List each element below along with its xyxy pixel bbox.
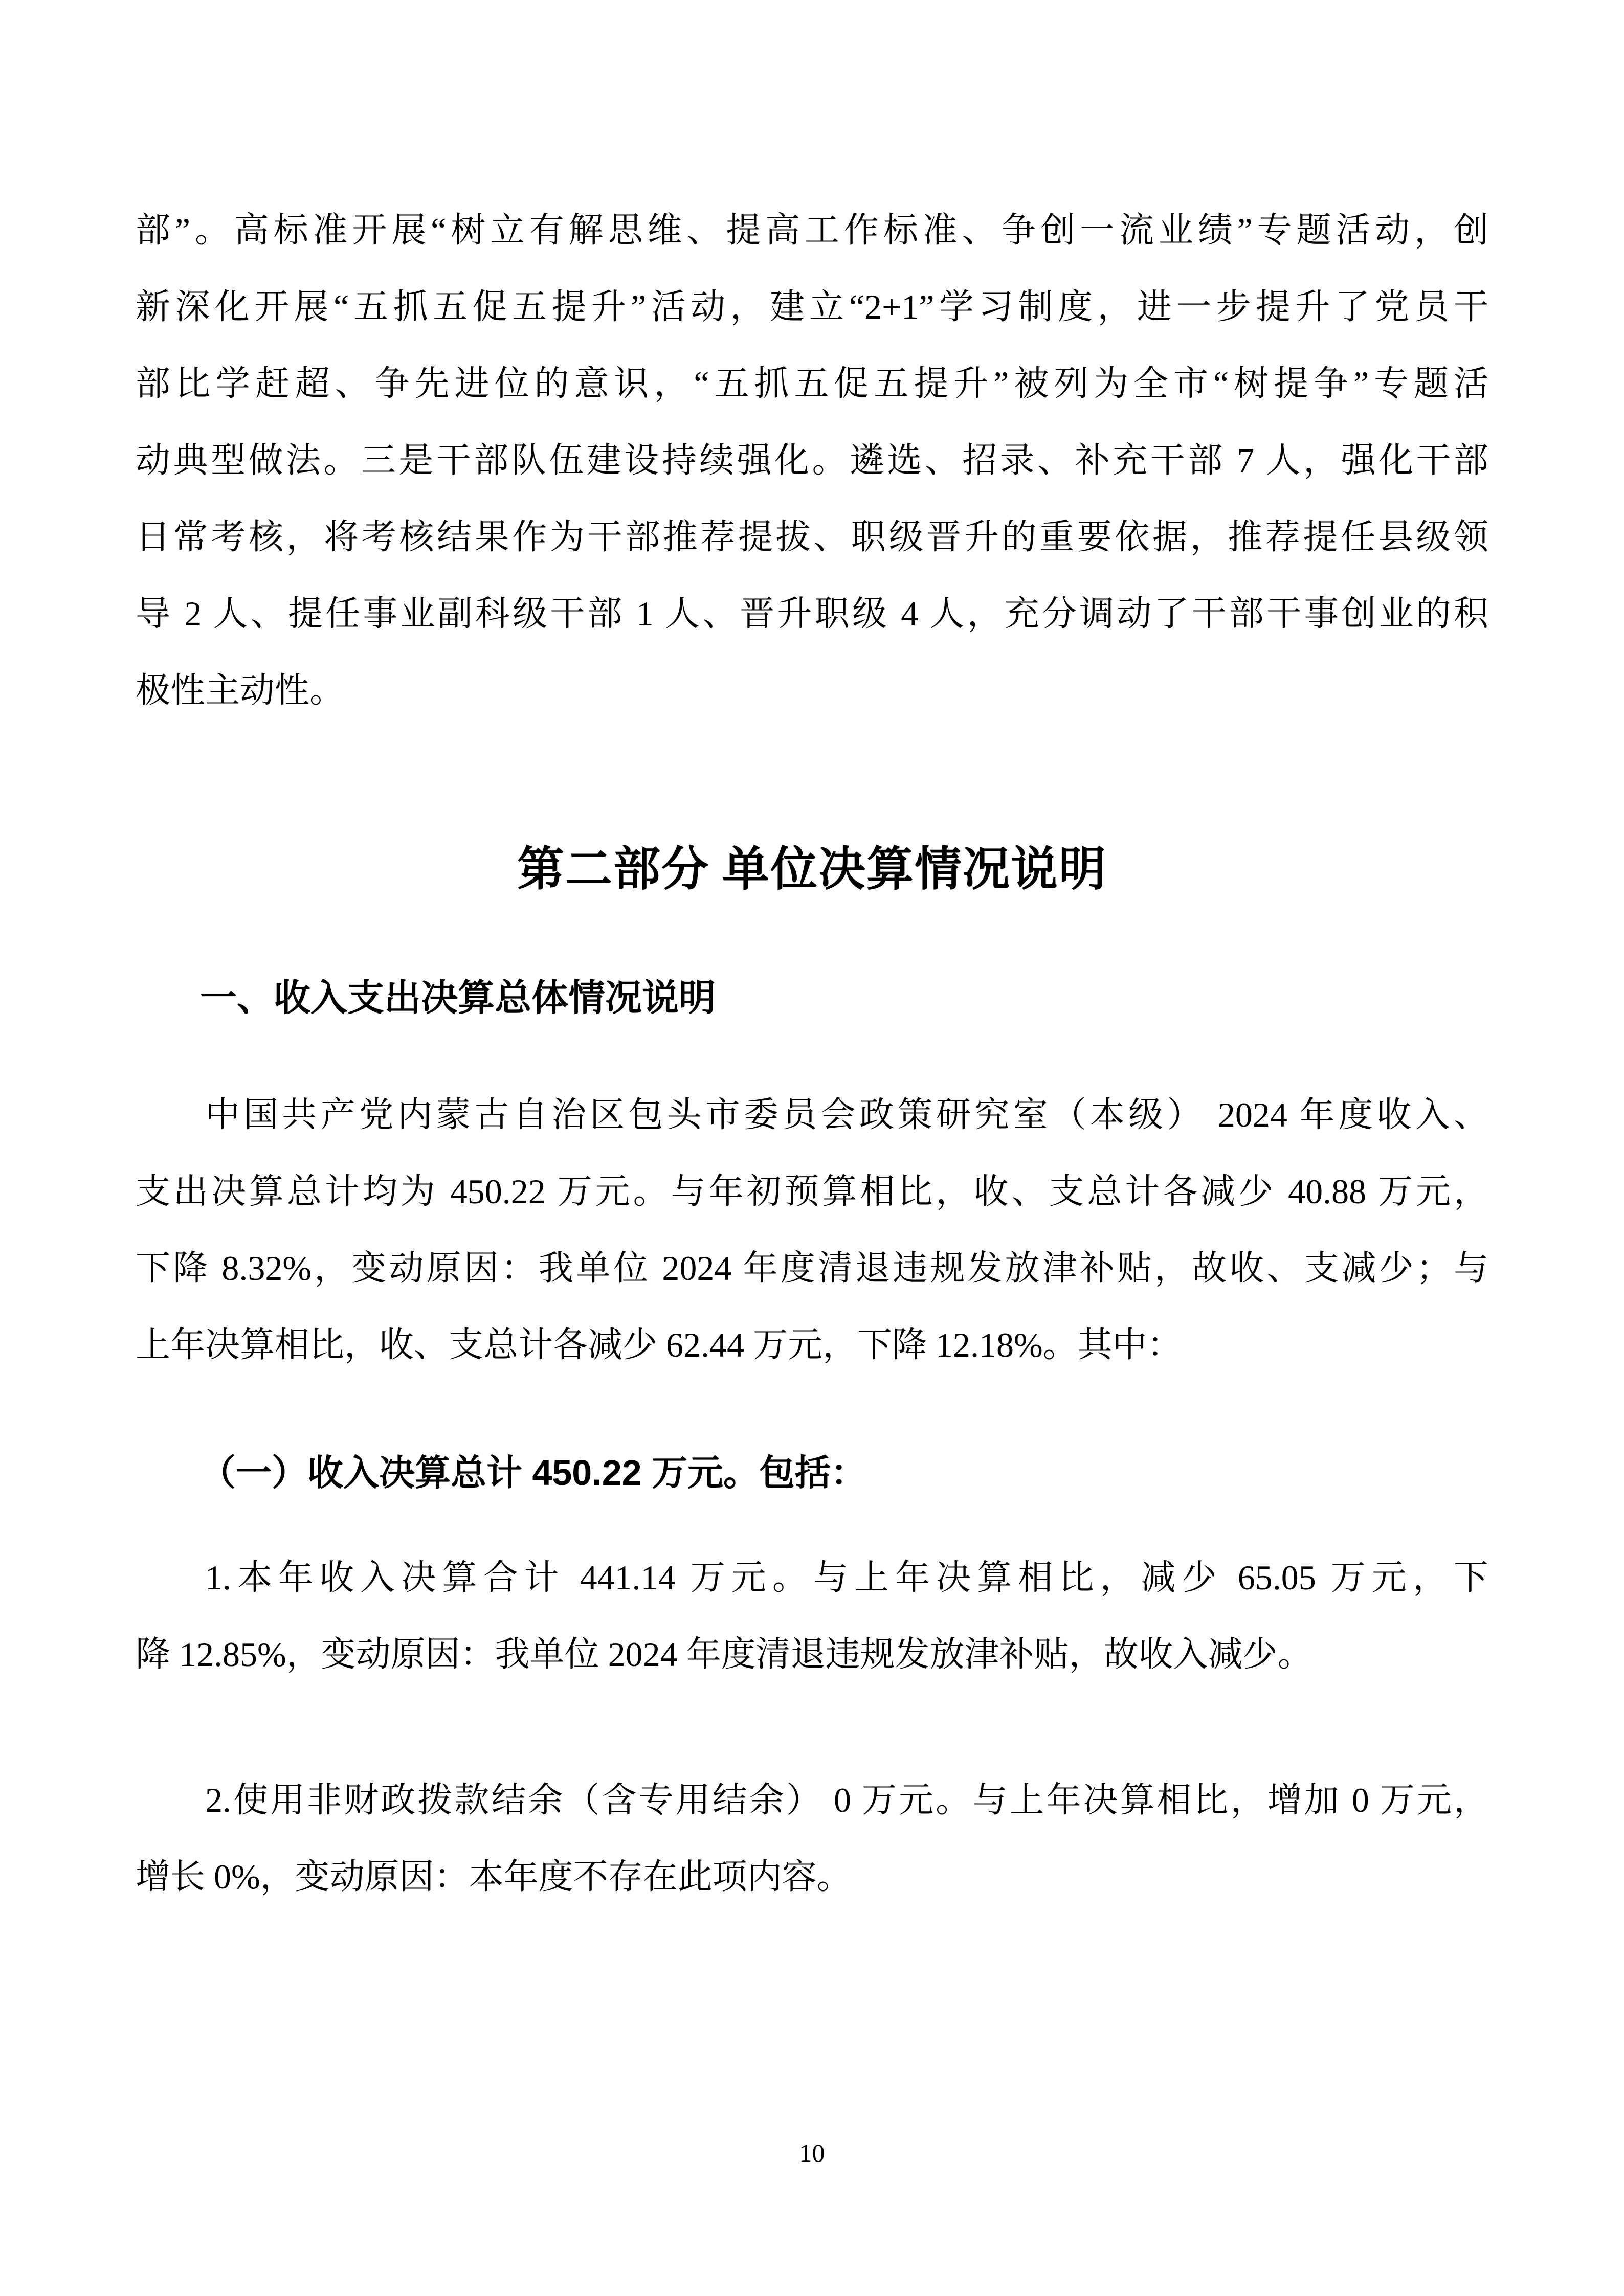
- subsection-heading: （一）收入决算总计 450.22 万元。包括：: [200, 1453, 866, 1493]
- section-heading: 一、收入支出决算总体情况说明: [200, 978, 716, 1019]
- paragraph-item-2: [136, 1762, 1488, 1915]
- text-line: 1.本年收入决算合计 441.14 万元。与上年决算相比，减少 65.05 万元，下: [205, 1558, 1488, 1597]
- part-title: 第二部分 单位决算情况说明: [517, 843, 1107, 895]
- text-line: 导 2 人、提任事业副科级干部 1 人、晋升职级 4 人，充分调动了干部干事创业的积: [136, 594, 1488, 633]
- text-line: 支出决算总计均为 450.22 万元。与年初预算相比，收、支总计各减少 40.88 万元，: [136, 1172, 1488, 1211]
- text-line: 日常考核，将考核结果作为干部推荐提拔、职级晋升的重要依据，推荐提任县级领: [136, 517, 1488, 556]
- text-line: 极性主动性。: [136, 671, 345, 710]
- text-line: 新深化开展“五抓五促五提升”活动，建立“2+1”学习制度，进一步提升了党员干: [136, 287, 1488, 326]
- text-line: 动典型做法。三是干部队伍建设持续强化。遴选、招录、补充干部 7 人，强化干部: [136, 441, 1488, 480]
- paragraph-continuation: [136, 192, 1488, 729]
- text-line: 部”。高标准开展“树立有解思维、提高工作标准、争创一流业绩”专题活动，创: [136, 211, 1488, 250]
- text-line: 2.使用非财政拨款结余（含专用结余） 0 万元。与上年决算相比，增加 0 万元，: [205, 1781, 1488, 1819]
- text-line: 上年决算相比，收、支总计各减少 62.44 万元，下降 12.18%。其中：: [136, 1325, 1182, 1364]
- text-line: 中国共产党内蒙古自治区包头市委员会政策研究室（本级） 2024 年度收入、: [205, 1095, 1488, 1134]
- text-line: 下降 8.32%，变动原因：我单位 2024 年度清退违规发放津补贴，故收、支减少；与: [136, 1249, 1488, 1288]
- text-line: 降 12.85%，变动原因：我单位 2024 年度清退违规发放津补贴，故收入减少。: [136, 1635, 1312, 1674]
- text-line: 部比学赶超、争先进位的意识，“五抓五促五提升”被列为全市“树提争”专题活: [136, 364, 1488, 403]
- page-number: 10: [799, 2139, 825, 2167]
- paragraph-overview: [136, 1076, 1488, 1383]
- paragraph-item-1: [136, 1539, 1488, 1693]
- text-line: 增长 0%，变动原因：本年度不存在此项内容。: [136, 1857, 852, 1896]
